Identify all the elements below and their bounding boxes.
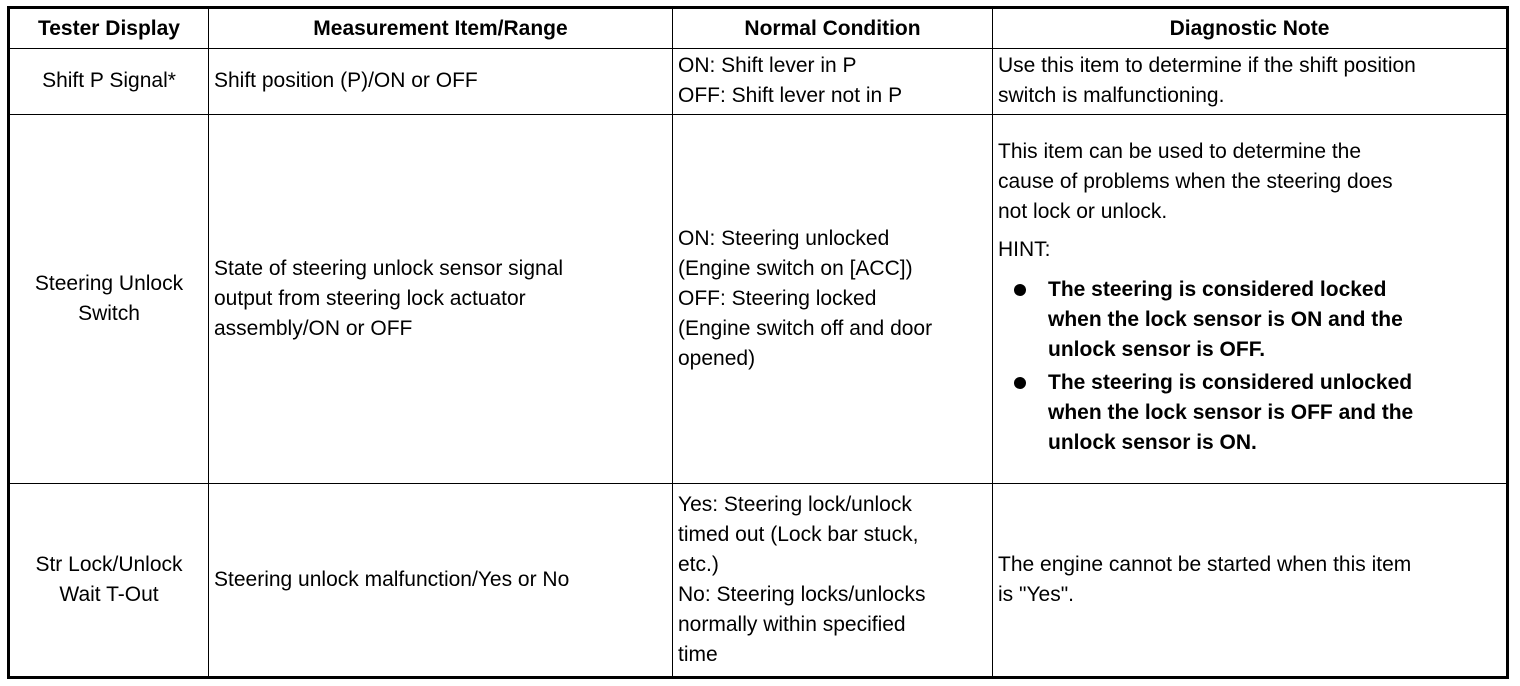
header-tester-display: Tester Display xyxy=(9,8,209,49)
cell-measurement xyxy=(209,49,673,115)
diagnostic-note-text: is "Yes". xyxy=(998,583,1075,607)
normal-condition-text: ON: Shift lever in P xyxy=(678,54,857,78)
measurement-text: Shift position (P)/ON or OFF xyxy=(214,69,478,93)
diagnostic-note-text: The engine cannot be started when this item xyxy=(998,553,1412,577)
hint-item xyxy=(998,275,1501,365)
normal-condition-text: OFF: Steering locked xyxy=(678,286,877,310)
normal-condition-text: timed out (Lock bar stuck, xyxy=(678,523,919,547)
normal-condition-text: etc.) xyxy=(678,553,719,577)
table-header-row xyxy=(9,8,1508,49)
cell-diagnostic-note xyxy=(993,49,1508,115)
hint-text: unlock sensor is OFF. xyxy=(1048,337,1266,361)
bullet-icon xyxy=(1014,377,1026,389)
normal-condition-text: Yes: Steering lock/unlock xyxy=(678,493,912,517)
header-diagnostic-note: Diagnostic Note xyxy=(993,8,1508,49)
cell-normal-condition xyxy=(673,114,993,484)
cell-normal-condition xyxy=(673,484,993,678)
table-row xyxy=(9,484,1508,678)
tester-display-text: Steering Unlock xyxy=(34,271,184,295)
normal-condition-text: No: Steering locks/unlocks xyxy=(678,583,926,607)
normal-condition-text: normally within specified xyxy=(678,613,906,637)
tester-display-text: Switch xyxy=(78,301,140,325)
hint-text: when the lock sensor is OFF and the xyxy=(1048,400,1414,424)
measurement-text: State of steering unlock sensor signal xyxy=(214,256,564,280)
diagnostic-note-text: cause of problems when the steering does xyxy=(998,169,1393,193)
measurement-text: assembly/ON or OFF xyxy=(214,316,413,340)
cell-normal-condition xyxy=(673,49,993,115)
hint-label: HINT: xyxy=(998,237,1051,261)
cell-measurement xyxy=(209,484,673,678)
cell-tester-display xyxy=(9,114,209,484)
hint-item xyxy=(998,368,1501,458)
normal-condition-text: ON: Steering unlocked xyxy=(678,226,890,250)
diagnostic-note-text: not lock or unlock. xyxy=(998,199,1168,223)
tester-display-text: Str Lock/Unlock xyxy=(35,553,183,577)
measurement-text: output from steering lock actuator xyxy=(214,286,526,310)
cell-tester-display xyxy=(9,49,209,115)
diagnostic-note-text: This item can be used to determine the xyxy=(998,139,1362,163)
hint-text: The steering is considered locked xyxy=(1048,277,1387,301)
normal-condition-text: (Engine switch on [ACC]) xyxy=(678,256,913,280)
cell-diagnostic-note xyxy=(993,114,1508,484)
hint-text: unlock sensor is ON. xyxy=(1048,430,1257,454)
table-row xyxy=(9,114,1508,484)
header-normal-condition: Normal Condition xyxy=(673,8,993,49)
cell-measurement xyxy=(209,114,673,484)
measurement-text: Steering unlock malfunction/Yes or No xyxy=(214,568,570,592)
table-row xyxy=(9,49,1508,115)
bullet-icon xyxy=(1014,284,1026,296)
hint-text: when the lock sensor is ON and the xyxy=(1048,307,1403,331)
diagnostic-data-table xyxy=(7,6,1509,679)
cell-tester-display xyxy=(9,484,209,678)
header-measurement-item-range: Measurement Item/Range xyxy=(209,8,673,49)
tester-display-text: Shift P Signal* xyxy=(42,69,176,93)
normal-condition-text: time xyxy=(678,643,718,667)
hint-text: The steering is considered unlocked xyxy=(1048,370,1413,394)
diagnostic-note-text: Use this item to determine if the shift position xyxy=(998,54,1416,78)
normal-condition-text: opened) xyxy=(678,346,756,370)
hint-list xyxy=(998,275,1501,458)
normal-condition-text: OFF: Shift lever not in P xyxy=(678,84,903,108)
cell-diagnostic-note xyxy=(993,484,1508,678)
tester-display-text: Wait T-Out xyxy=(59,583,159,607)
diagnostic-note-text: switch is malfunctioning. xyxy=(998,84,1225,108)
normal-condition-text: (Engine switch off and door xyxy=(678,316,933,340)
